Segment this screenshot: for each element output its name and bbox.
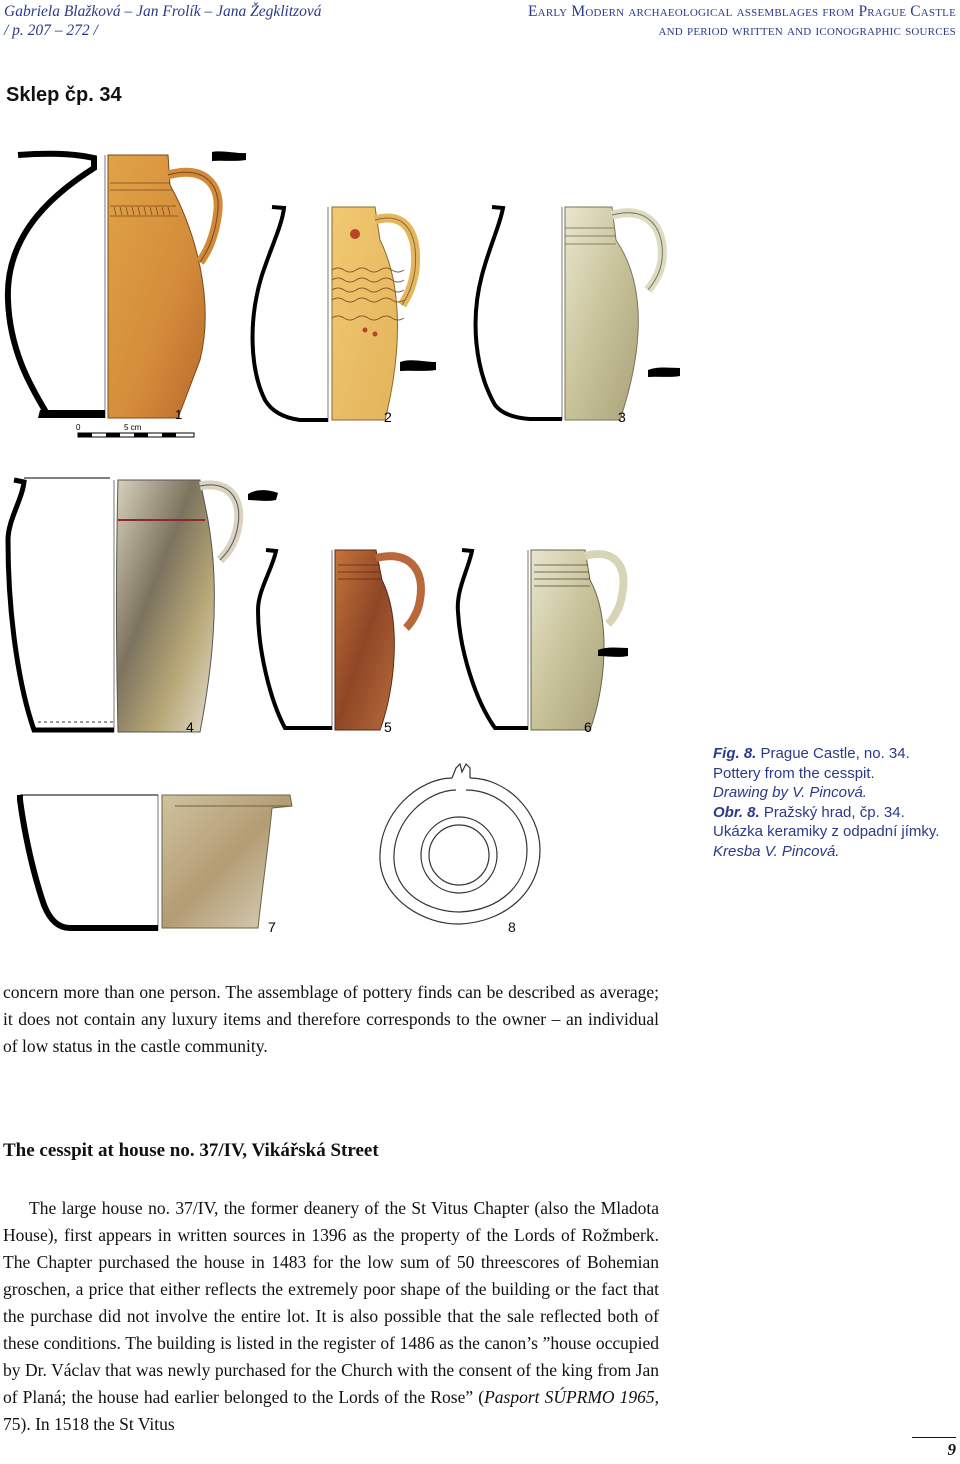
vessel-label-3: 3 [618,409,626,425]
caption-obr-text: Pražský hrad, čp. 34. Ukázka keramiky z odpadní jímky. [713,803,940,840]
vessel-label-1: 1 [175,407,183,422]
scale-label-5: 5 cm [124,423,142,432]
citation-pasport: Pasport SÚPRMO 1965 [484,1387,655,1407]
figure-caption [713,744,953,861]
vessel-label-2: 2 [384,409,392,425]
scale-label-0: 0 [76,423,81,432]
running-header-left [4,2,322,40]
vessel-4 [8,478,278,735]
vessel-6 [458,550,628,735]
figure-title: Sklep čp. 34 [6,84,122,106]
vessel-7 [20,795,292,935]
vessel-3 [476,207,680,425]
running-header-right [528,2,956,40]
vessel-label-8: 8 [508,919,516,935]
paragraph-1-text: concern more than one person. The assemblage of pottery finds can be described as average; it does not contain any luxury items and therefore corresponds to the owner – an individual of low status in the castle community. [3,982,659,1056]
vessel-label-6: 6 [584,719,592,735]
vessel-2 [253,207,436,425]
vessel-label-4: 4 [186,719,194,735]
page-number-rule [912,1437,956,1438]
caption-fig-text: Prague Castle, no. 34. Pottery from the cesspit. [713,745,910,782]
paragraph-2-text: The large house no. 37/IV, the former deanery of the St Vitus Chapter (also the Mladota House), first appears in written sources in 1396 as the property of the Lords of Rožmberk. The Chapter purchased the house in 1483 for the low sum of 50 threescores of Bohemian groschen, a price that either reflects the extremely poor shape of the building or the fact that the purchase did not involve the entire lot. It is also possible that the sale reflected both of these conditions. The building is listed in the register of 1486 as the canon’s ”house occupied by Dr. Václav that was newly purchased for the Church with the consent of the king from Jan of Planá; the house had earlier belonged to the Lords of the Rose” ( [3,1198,659,1407]
vessel-label-7: 7 [268,919,276,935]
vessel-8 [380,764,540,935]
caption-fig-label: Fig. 8. [713,745,757,762]
caption-obr-label: Obr. 8. [713,803,760,821]
header-pages: / p. 207 – 272 / [4,22,98,39]
caption-drawing: Drawing by V. Pincová. [713,784,867,801]
page-number: 9 [947,1440,956,1459]
paragraph-2-tail: , 75). In 1518 the St Vitus [3,1387,660,1434]
header-title-line1: Early Modern archaeological assemblages from Prague Castle [528,3,956,20]
section-heading: The cesspit at house no. 37/IV, Vikářská Street [3,1140,379,1161]
header-title-line2: and period written and iconographic sources [658,22,956,39]
body-paragraph-1 [3,979,659,1060]
scale-bar [76,423,194,437]
vessel-label-5: 5 [384,719,392,735]
body-paragraph-2 [3,1195,659,1438]
vessel-5 [258,550,421,735]
caption-kresba: Kresba V. Pincová. [713,842,840,860]
header-authors: Gabriela Blažková – Jan Frolík – Jana Žegklitzová [4,3,322,20]
vessel-1 [8,151,246,422]
